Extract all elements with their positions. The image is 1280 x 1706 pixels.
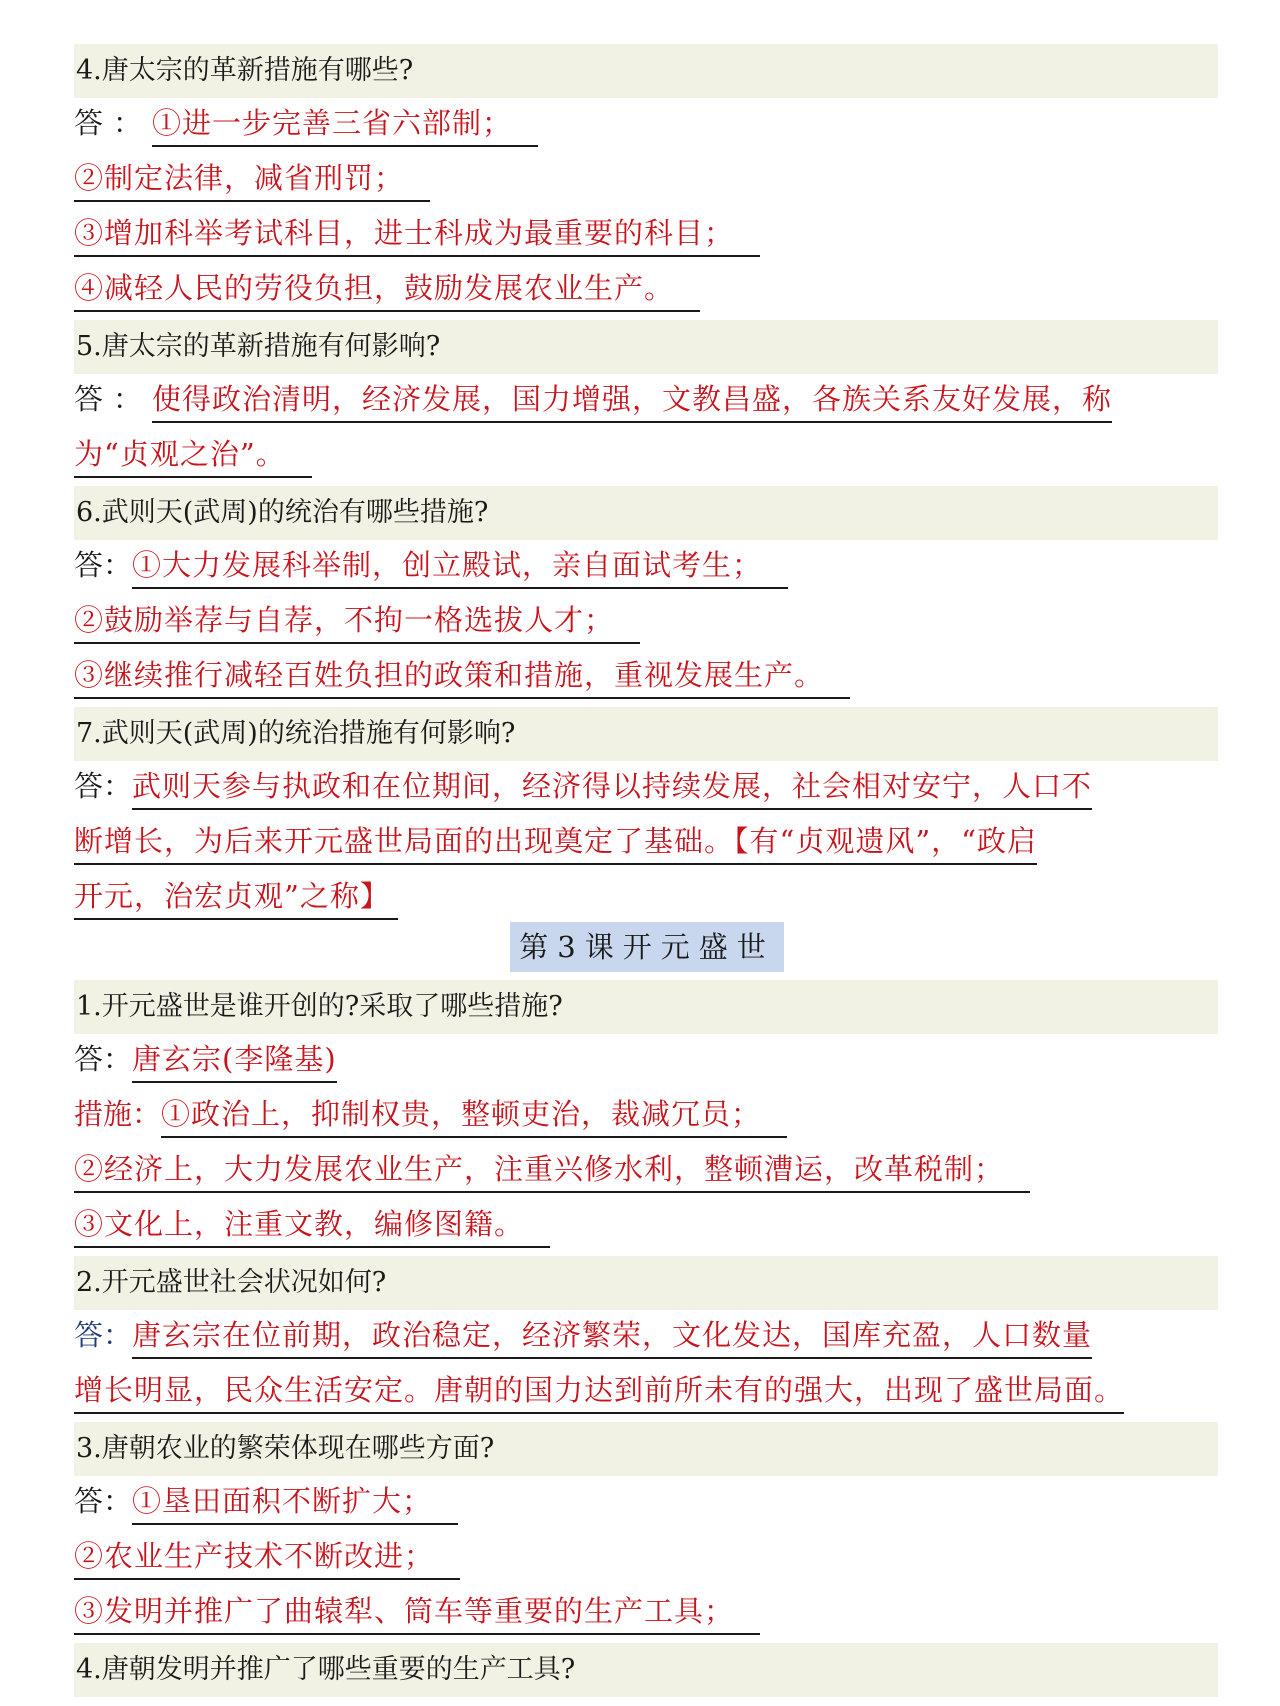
- answer-line: [74, 1474, 458, 1529]
- question-k1: 1.开元盛世是谁开创的?采取了哪些措施?: [74, 980, 1218, 1034]
- answer-line: [74, 869, 398, 924]
- answer-label: 答：: [74, 1484, 133, 1518]
- question-4: 4.唐太宗的革新措施有哪些?: [74, 44, 1218, 98]
- answer-line: [74, 648, 850, 703]
- answer-text: 增长明显，民众生活安定。唐朝的国力达到前所未有的强大，出现了盛世局面。: [74, 1368, 1124, 1414]
- answer-line: [74, 261, 700, 316]
- answer-text: ④减轻人民的劳役负担，鼓励发展农业生产。: [74, 266, 700, 312]
- answer-text: ③继续推行减轻百姓负担的政策和措施，重视发展生产。: [74, 653, 850, 699]
- measures-label: 措施：: [74, 1097, 162, 1131]
- answer-text: 断增长，为后来开元盛世局面的出现奠定了基础。【有“贞观遗风”，“政启: [74, 819, 1037, 865]
- answer-line: [74, 206, 760, 261]
- answer-label: 答：: [74, 382, 153, 416]
- answer-line: [74, 427, 312, 482]
- answer-line: [74, 814, 1037, 869]
- answer-line: [74, 538, 788, 593]
- answer-label: 答：: [74, 1318, 133, 1352]
- answer-text: ①大力发展科举制，创立殿试，亲自面试考生；: [132, 543, 788, 589]
- answer-line: [74, 1142, 1030, 1197]
- answer-line: [74, 593, 640, 648]
- answer-text: ②鼓励举荐与自荐，不拘一格选拔人才；: [74, 598, 640, 644]
- question-5: 5.唐太宗的革新措施有何影响?: [74, 320, 1218, 374]
- question-k3: 3.唐朝农业的繁荣体现在哪些方面?: [74, 1422, 1218, 1476]
- answer-text: ③发明并推广了曲辕犁、筒车等重要的生产工具；: [74, 1589, 760, 1635]
- answer-line: [74, 1197, 550, 1252]
- answer-label: 答：: [74, 1042, 133, 1076]
- answer-text: 使得政治清明，经济发展，国力增强，文教昌盛，各族关系友好发展，称: [152, 377, 1112, 423]
- question-6: 6.武则天(武周)的统治有哪些措施?: [74, 486, 1218, 540]
- answer-line: [74, 1087, 787, 1142]
- answer-line: [74, 372, 1112, 427]
- answer-text: 开元，治宏贞观”之称】: [74, 874, 398, 920]
- answer-text: ①进一步完善三省六部制；: [152, 101, 538, 147]
- answer-line: [74, 759, 1092, 814]
- answer-line: [74, 1032, 337, 1087]
- answer-text: 为“贞观之治”。: [74, 432, 312, 478]
- answer-line: [74, 96, 538, 151]
- answer-text: 唐玄宗(李隆基): [132, 1037, 337, 1083]
- answer-line: [74, 1584, 760, 1639]
- question-k4: 4.唐朝发明并推广了哪些重要的生产工具?: [74, 1643, 1218, 1697]
- question-k2: 2.开元盛世社会状况如何?: [74, 1256, 1218, 1310]
- answer-label: 答：: [74, 106, 153, 140]
- answer-line: [74, 151, 430, 206]
- lesson-title: 第3课开元盛世: [510, 922, 784, 972]
- answer-text: ①政治上，抑制权贵，整顿吏治，裁减冗员；: [161, 1092, 787, 1138]
- answer-line: [74, 1308, 1092, 1363]
- answer-text: ③增加科举考试科目，进士科成为最重要的科目；: [74, 211, 760, 257]
- answer-text: ②农业生产技术不断改进；: [74, 1534, 460, 1580]
- answer-text: ②制定法律，减省刑罚；: [74, 156, 430, 202]
- answer-line: [74, 1363, 1124, 1418]
- answer-label: 答：: [74, 769, 133, 803]
- answer-text: 武则天参与执政和在位期间，经济得以持续发展，社会相对安宁，人口不: [132, 764, 1092, 810]
- answer-text: ①垦田面积不断扩大；: [132, 1479, 458, 1525]
- answer-text: ②经济上，大力发展农业生产，注重兴修水利，整顿漕运，改革税制；: [74, 1147, 1030, 1193]
- answer-label: 答：: [74, 548, 133, 582]
- answer-text: 唐玄宗在位前期，政治稳定，经济繁荣，文化发达，国库充盈，人口数量: [132, 1313, 1092, 1359]
- question-7: 7.武则天(武周)的统治措施有何影响?: [74, 707, 1218, 761]
- answer-text: ③文化上，注重文教，编修图籍。: [74, 1202, 550, 1248]
- answer-line: [74, 1529, 460, 1584]
